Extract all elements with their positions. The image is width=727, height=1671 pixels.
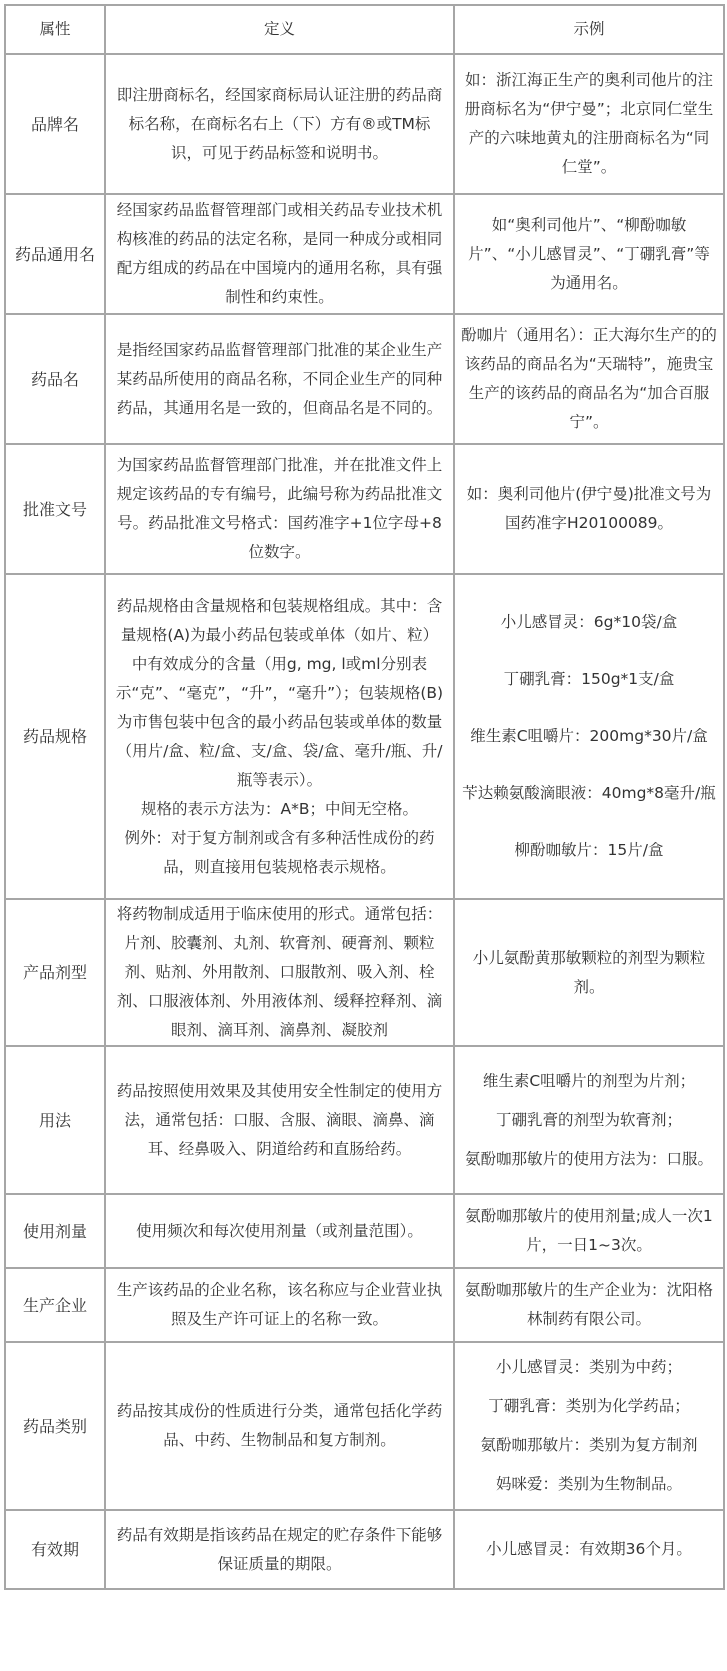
example-line: 柳酚咖敏片：15片/盒 [514,841,664,859]
definition-cell: 为国家药品监督管理部门批准，并在批准文件上规定该药品的专有编号，此编号称为药品批准文号。药品批准文号格式：国药准字+1位字母+8位数字。 [105,444,454,574]
table-row [5,1268,724,1342]
definition-cell: 是指经国家药品监督管理部门批准的某企业生产某药品所使用的商品名称，不同企业生产的同种药品，其通用名是一致的，但商品名是不同的。 [105,314,454,444]
example-cell: 氨酚咖那敏片的生产企业为：沈阳格林制药有限公司。 [454,1268,724,1342]
example-line: 苄达赖氨酸滴眼液：40mg*8毫升/瓶 [462,784,716,802]
header-example: 示例 [454,5,724,54]
header-definition: 定义 [105,5,454,54]
example-line: 丁硼乳膏的剂型为软膏剂； [495,1110,682,1129]
attribute-cell: 使用剂量 [5,1194,105,1268]
definition-exception-note: 例外：对于复方制剂或含有多种活性成份的药品，则直接用包装规格表示规格。 [124,828,435,876]
example-line: 丁硼乳膏：类别为化学药品； [488,1397,690,1415]
table-row [5,1194,724,1268]
definition-text: 药品规格由含量规格和包装规格组成。其中：含量规格(A)为最小药品包装或单体（如片、粒）中有效成分的含量（用g, mg, l或ml分别表示“克”、“毫克”，“升”，“毫升”）；包装规格(B)为市售包装中包含的最小药品包装或单体的数量（用片/盒、粒/盒、支/盒、袋/盒、毫升/瓶、升/瓶等表示）。 [115,596,444,789]
example-cell [454,1342,724,1510]
attribute-cell: 用法 [5,1046,105,1194]
attribute-cell: 药品通用名 [5,194,105,314]
example-line: 小儿感冒灵：6g*10袋/盒 [500,613,678,631]
definition-cell: 使用频次和每次使用剂量（或剂量范围）。 [105,1194,454,1268]
example-line: 丁硼乳膏：150g*1支/盒 [503,670,675,688]
example-cell: 酚咖片（通用名）：正大海尔生产的的该药品的商品名为“天瑞特”，施贵宝生产的该药品的商品名为“加合百服宁”。 [454,314,724,444]
definition-format-note: 规格的表示方法为：A*B；中间无空格。 [141,799,418,818]
table-row [5,1342,724,1510]
example-line: 维生素C咀嚼片：200mg*30片/盒 [470,727,708,745]
example-cell [454,1046,724,1194]
table-row [5,314,724,444]
example-cell: 如“奥利司他片”、“柳酚咖敏片”、“小儿感冒灵”、“丁硼乳膏”等为通用名。 [454,194,724,314]
definition-cell: 生产该药品的企业名称，该名称应与企业营业执照及生产许可证上的名称一致。 [105,1268,454,1342]
attribute-cell: 药品规格 [5,574,105,899]
attribute-cell: 批准文号 [5,444,105,574]
definition-cell: 经国家药品监督管理部门或相关药品专业技术机构核准的药品的法定名称，是同一种成分或相同配方组成的药品在中国境内的通用名称，具有强制性和约束性。 [105,194,454,314]
attribute-cell: 品牌名 [5,54,105,194]
table-row [5,1046,724,1194]
example-cell: 氨酚咖那敏片的使用剂量;成人一次1片，一日1~3次。 [454,1194,724,1268]
attribute-cell: 药品名 [5,314,105,444]
table-row [5,54,724,194]
definition-cell: 药品有效期是指该药品在规定的贮存条件下能够保证质量的期限。 [105,1510,454,1589]
table-row [5,444,724,574]
example-cell: 小儿氨酚黄那敏颗粒的剂型为颗粒剂。 [454,899,724,1046]
example-line: 维生素C咀嚼片的剂型为片剂； [482,1071,696,1090]
header-attribute: 属性 [5,5,105,54]
table-row [5,899,724,1046]
table-row [5,194,724,314]
example-cell: 如：浙江海正生产的奥利司他片的注册商标名为“伊宁曼”；北京同仁堂生产的六味地黄丸的注册商标名为“同仁堂”。 [454,54,724,194]
example-cell [454,574,724,899]
example-cell: 小儿感冒灵：有效期36个月。 [454,1510,724,1589]
example-cell: 如：奥利司他片(伊宁曼)批准文号为国药准字H20100089。 [454,444,724,574]
example-line: 氨酚咖那敏片：类别为复方制剂 [480,1436,698,1454]
drug-attributes-table [4,4,725,1590]
definition-cell: 将药物制成适用于临床使用的形式。通常包括：片剂、胶囊剂、丸剂、软膏剂、硬膏剂、颗粒剂、贴剂、外用散剂、口服散剂、吸入剂、栓剂、口服液体剂、外用液体剂、缓释控释剂、滴眼剂、滴耳剂、滴鼻剂、凝胶剂 [105,899,454,1046]
header-row [5,5,724,54]
definition-cell: 药品按其成份的性质进行分类，通常包括化学药品、中药、生物制品和复方制剂。 [105,1342,454,1510]
example-line: 氨酚咖那敏片的使用方法为：口服。 [464,1149,713,1168]
definition-cell: 即注册商标名，经国家商标局认证注册的药品商标名称，在商标名右上（下）方有®或TM标识，可见于药品标签和说明书。 [105,54,454,194]
attribute-cell: 有效期 [5,1510,105,1589]
table-row [5,574,724,899]
example-line: 小儿感冒灵：类别为中药； [495,1358,682,1376]
attribute-cell: 生产企业 [5,1268,105,1342]
definition-cell: 药品按照使用效果及其使用安全性制定的使用方法，通常包括：口服、含服、滴眼、滴鼻、滴耳、经鼻吸入、阴道给药和直肠给药。 [105,1046,454,1194]
table-row [5,1510,724,1589]
attribute-cell: 产品剂型 [5,899,105,1046]
attribute-cell: 药品类别 [5,1342,105,1510]
example-line: 妈咪爱：类别为生物制品。 [495,1475,682,1493]
definition-cell [105,574,454,899]
